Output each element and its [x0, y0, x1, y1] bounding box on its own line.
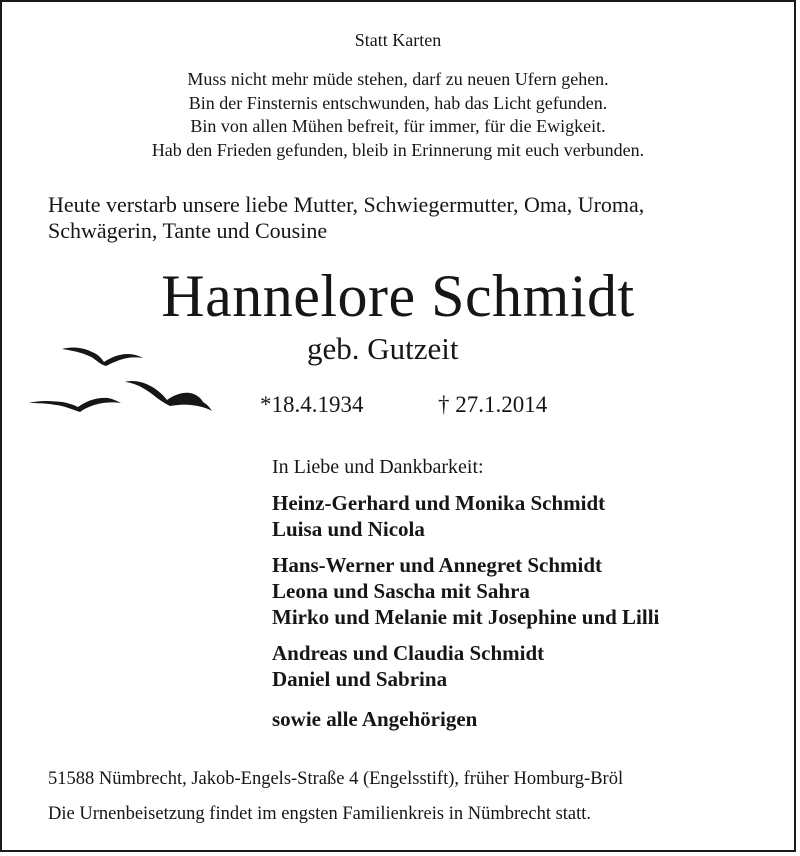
- flying-birds-icon: [22, 332, 222, 427]
- birth-name: geb. Gutzeit: [307, 331, 459, 366]
- burial-note: Die Urnenbeisetzung findet im engsten Familienkreis in Nümbrecht statt.: [48, 804, 592, 824]
- birth-date: *18.4.1934: [260, 392, 364, 417]
- bird-icon: [62, 348, 143, 366]
- family-member: Daniel und Sabrina: [272, 667, 448, 691]
- family-group: [272, 490, 792, 542]
- family-group: [272, 640, 792, 692]
- family-group: [272, 552, 792, 630]
- intro-line: Heute verstarb unsere liebe Mutter, Schwiegermutter, Oma, Uroma,: [48, 192, 645, 217]
- family-signatures: [272, 454, 792, 732]
- bird-icon: [29, 398, 121, 412]
- poem-line: Bin von allen Mühen befreit, für immer, für die Ewigkeit.: [190, 116, 606, 136]
- death-date: † 27.1.2014: [438, 392, 548, 417]
- notice-header: Statt Karten: [354, 30, 442, 50]
- poem-line: Hab den Frieden gefunden, bleib in Erinnerung mit euch verbunden.: [151, 139, 645, 160]
- bird-icon: [125, 381, 212, 411]
- family-member: Luisa und Nicola: [272, 517, 425, 541]
- family-member: Heinz-Gerhard und Monika Schmidt: [272, 491, 606, 515]
- address: 51588 Nümbrecht, Jakob-Engels-Straße 4 (Engelsstift), früher Homburg-Bröl: [48, 769, 624, 789]
- poem-line: Muss nicht mehr müde stehen, darf zu neuen Ufern gehen.: [187, 69, 609, 89]
- deceased-name: Hannelore Schmidt: [161, 263, 635, 329]
- intro-text: [48, 192, 768, 244]
- family-lead: In Liebe und Dankbarkeit:: [272, 456, 484, 478]
- intro-line: Schwägerin, Tante und Cousine: [48, 218, 328, 243]
- poem: [2, 68, 794, 162]
- family-member: Mirko und Melanie mit Josephine und Lilli: [272, 605, 660, 629]
- family-closing: sowie alle Angehörigen: [272, 707, 478, 731]
- family-member: Andreas und Claudia Schmidt: [272, 641, 545, 665]
- family-member: Hans-Werner und Annegret Schmidt: [272, 553, 603, 577]
- poem-line: Bin der Finsternis entschwunden, hab das Licht gefunden.: [188, 92, 608, 113]
- family-member: Leona und Sascha mit Sahra: [272, 579, 530, 603]
